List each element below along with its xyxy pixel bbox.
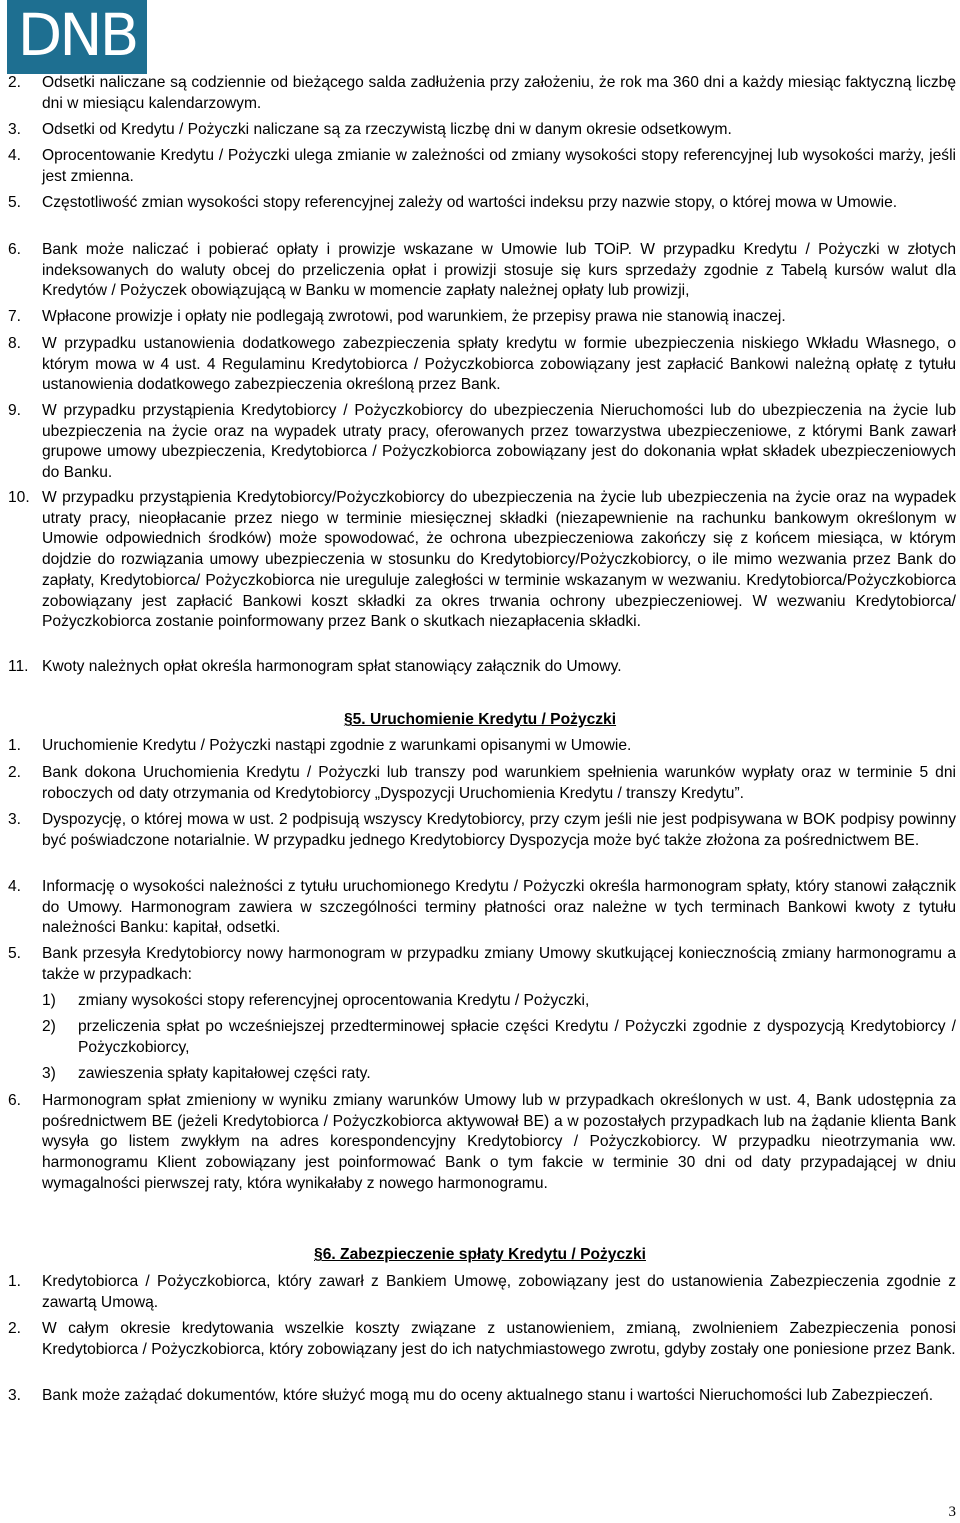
item-number: 3. xyxy=(8,121,22,138)
item-text: Kwoty należnych opłat określa harmonogram spłat stanowiący załącznik do Umowy. xyxy=(42,658,622,675)
section-heading: §6. Zabezpieczenie spłaty Kredytu / Pożyczki xyxy=(314,1246,646,1263)
item-text: przeliczenia spłat po wcześniejszej przedterminowej spłacie części Kredytu / Pożyczki zgodnie z dyspozycją Kredytobiorcy / Pożyczkobiorcy, xyxy=(78,1018,956,1056)
item-number: 3. xyxy=(8,811,22,828)
item-text: zmiany wysokości stopy referencyjnej oprocentowania Kredytu / Pożyczki, xyxy=(78,992,590,1009)
item-text: Oprocentowanie Kredytu / Pożyczki ulega zmianie w zależności od zmiany wysokości stopy referencyjnej lub wysokości marży, jeśli jest zmienna. xyxy=(42,147,956,185)
item-number: 4. xyxy=(8,878,22,895)
item-number: 9. xyxy=(8,402,22,419)
item-text: Informację o wysokości należności z tytułu uruchomionego Kredytu / Pożyczki określa harmonogram spłaty, który stanowi załącznik do Umowy. Harmonogram zawiera w szczególności terminy płatności oraz należne w tych terminach Bankowi kwoty z tytułu należności Banku: kapitał, odsetki. xyxy=(42,878,956,937)
item-text: W przypadku przystąpienia Kredytobiorcy / Pożyczkobiorcy do ubezpieczenia Nieruchomości lub do ubezpieczenia na życie lub ubezpieczenia na życie oraz na wypadek utraty pracy, oferowanych przez towarzystwa ubezpieczeniowe, z którymi Bank zawarł grupowe umowy ubezpieczenia, Kredytobiorca / Pożyczkobiorca zobowiązany jest do dokonania wpłat składek ubezpieczeniowych do Banku. xyxy=(42,402,956,482)
item-text: Bank dokona Uruchomienia Kredytu / Pożyczki lub transzy pod warunkiem spełnienia warunków wypłaty oraz w terminie 5 dni roboczych od daty otrzymania od Kredytobiorcy „Dyspozycji Uruchomienia Kredytu / transzy Kredytu”. xyxy=(42,764,956,802)
item-text: W całym okresie kredytowania wszelkie koszty związane z ustanowieniem, zmianą, zwolnieniem Zabezpieczenia ponosi Kredytobiorca / Pożyczkobiorca, który zobowiązany jest do ich natychmiastowego zwrotu, gdyby zostały one poniesione przez Bank. xyxy=(42,1320,956,1358)
dnb-logo xyxy=(7,0,147,74)
item-number: 5. xyxy=(8,194,22,211)
item-number: 1. xyxy=(8,1273,22,1290)
page-number: 3 xyxy=(948,1504,956,1520)
item-number: 1) xyxy=(42,992,56,1009)
item-number: 2. xyxy=(8,74,22,91)
item-text: Wpłacone prowizje i opłaty nie podlegają zwrotowi, pod warunkiem, że przepisy prawa nie stanowią inaczej. xyxy=(42,308,786,325)
item-text: zawieszenia spłaty kapitałowej części raty. xyxy=(78,1065,371,1082)
item-text: Harmonogram spłat zmieniony w wyniku zmiany warunków Umowy lub w przypadkach określonych w ust. 4, Bank udostępnia za pośrednictwem BE (jeżeli Kredytobiorca / Pożyczkobiorca aktywował BE) a w pozostałych przypadkach lub na żądanie klienta Bank wysyła go listem zwykłym na adres korespondencyjny Kredytobiorcy / Pożyczkobiorcy. W przypadku nieotrzymania ww. harmonogramu Klient zobowiązany jest poinformować Bank o tym fakcie w terminie 30 dni od daty przypadającej w dniu wymagalności pierwszej raty, która wynikałaby z nowego harmonogramu. xyxy=(42,1092,956,1192)
item-text: Bank może zażądać dokumentów, które służyć mogą mu do oceny aktualnego stanu i wartości Nieruchomości lub Zabezpieczeń. xyxy=(42,1387,934,1404)
logo-text: DNB xyxy=(17,1,137,69)
item-number: 3. xyxy=(8,1387,22,1404)
item-number: 6. xyxy=(8,1092,22,1109)
item-number: 3) xyxy=(42,1065,56,1082)
item-number: 2. xyxy=(8,764,22,781)
item-text: Bank przesyła Kredytobiorcy nowy harmonogram w przypadku zmiany Umowy skutkującej koniecznością zmiany harmonogramu a także w przypadkach: xyxy=(42,945,956,983)
item-text: Bank może naliczać i pobierać opłaty i prowizje wskazane w Umowie lub TOiP. W przypadku Kredytu / Pożyczki w złotych indeksowanych do waluty obcej do przeliczenia opłat i prowizji stosuje się kurs sprzedaży zgodnie z Tabelą kursów walut dla Kredytów / Pożyczek obowiązującą w Banku w momencie zapłaty należnej opłaty lub prowizji, xyxy=(42,241,956,300)
item-text: Dyspozycję, o której mowa w ust. 2 podpisują wszyscy Kredytobiorcy, przy czym jeśli nie jest podpisywana w BOK podpisy powinny być poświadczone notarialnie. W przypadku jednego Kredytobiorcy Dyspozycja może być także złożona za pośrednictwem BE. xyxy=(42,811,956,849)
item-number: 2. xyxy=(8,1320,22,1337)
item-text: Uruchomienie Kredytu / Pożyczki nastąpi zgodnie z warunkami opisanymi w Umowie. xyxy=(42,737,632,754)
item-number: 1. xyxy=(8,737,22,754)
item-text: Częstotliwość zmian wysokości stopy referencyjnej zależy od wartości indeksu przy nazwie stopy, o której mowa w Umowie. xyxy=(42,194,898,211)
item-text: Odsetki naliczane są codziennie od bieżącego salda zadłużenia przy założeniu, że rok ma 360 dni a każdy miesiąc faktyczną liczbę dni w miesiącu kalendarzowym. xyxy=(42,74,956,112)
item-number: 4. xyxy=(8,147,22,164)
item-number: 6. xyxy=(8,241,22,258)
item-number: 5. xyxy=(8,945,22,962)
item-number: 10. xyxy=(8,489,30,506)
item-text: W przypadku przystąpienia Kredytobiorcy/Pożyczkobiorcy do ubezpieczenia na życie lub ubezpieczenia na życie oraz na wypadek utraty pracy, nieopłacanie przez niego w terminie miesięcznej składki (niezapewnienie na rachunku bankowym określonym w Umowie odpowiednich środków) może spowodować, że ochrona ubezpieczeniowa zakończy się z końcem miesiąca, w którym dojdzie do rozwiązania umowy ubezpieczenia w stosunku do Kredytobiorcy/Pożyczkobiorcy, o ile mimo wezwania przez Bank do zapłaty, Kredytobiorca/ Pożyczkobiorca nie ureguluje zaległości w terminie wskazanym w wezwaniu. Kredytobiorca/Pożyczkobiorca zobowiązany jest zapłacić Bankowi koszt składki za okres trwania ochrony ubezpieczeniowej. W wezwaniu Kredytobiorca/ Pożyczkobiorca zostanie poinformowany przez Bank o skutkach niezapłacenia składki. xyxy=(42,489,956,631)
item-number: 8. xyxy=(8,335,22,352)
section-heading: §5. Uruchomienie Kredytu / Pożyczki xyxy=(343,711,617,728)
item-number: 2) xyxy=(42,1018,56,1035)
item-text: Kredytobiorca / Pożyczkobiorca, który zawarł z Bankiem Umowę, zobowiązany jest do ustanowienia Zabezpieczenia zgodnie z zawartą Umową. xyxy=(42,1273,956,1311)
item-text: Odsetki od Kredytu / Pożyczki naliczane są za rzeczywistą liczbę dni w danym okresie odsetkowym. xyxy=(42,121,732,138)
item-number: 11. xyxy=(8,658,29,675)
item-number: 7. xyxy=(8,308,22,325)
item-text: W przypadku ustanowienia dodatkowego zabezpieczenia spłaty kredytu w formie ubezpieczenia niskiego Wkładu Własnego, o którym mowa w 4 ust. 4 Regulaminu Kredytobiorca / Pożyczkobiorca zobowiązany jest zapłacić Bankowi należną opłatę z tytułu ustanowienia dodatkowego zabezpieczenia określoną przez Bank. xyxy=(42,335,956,394)
